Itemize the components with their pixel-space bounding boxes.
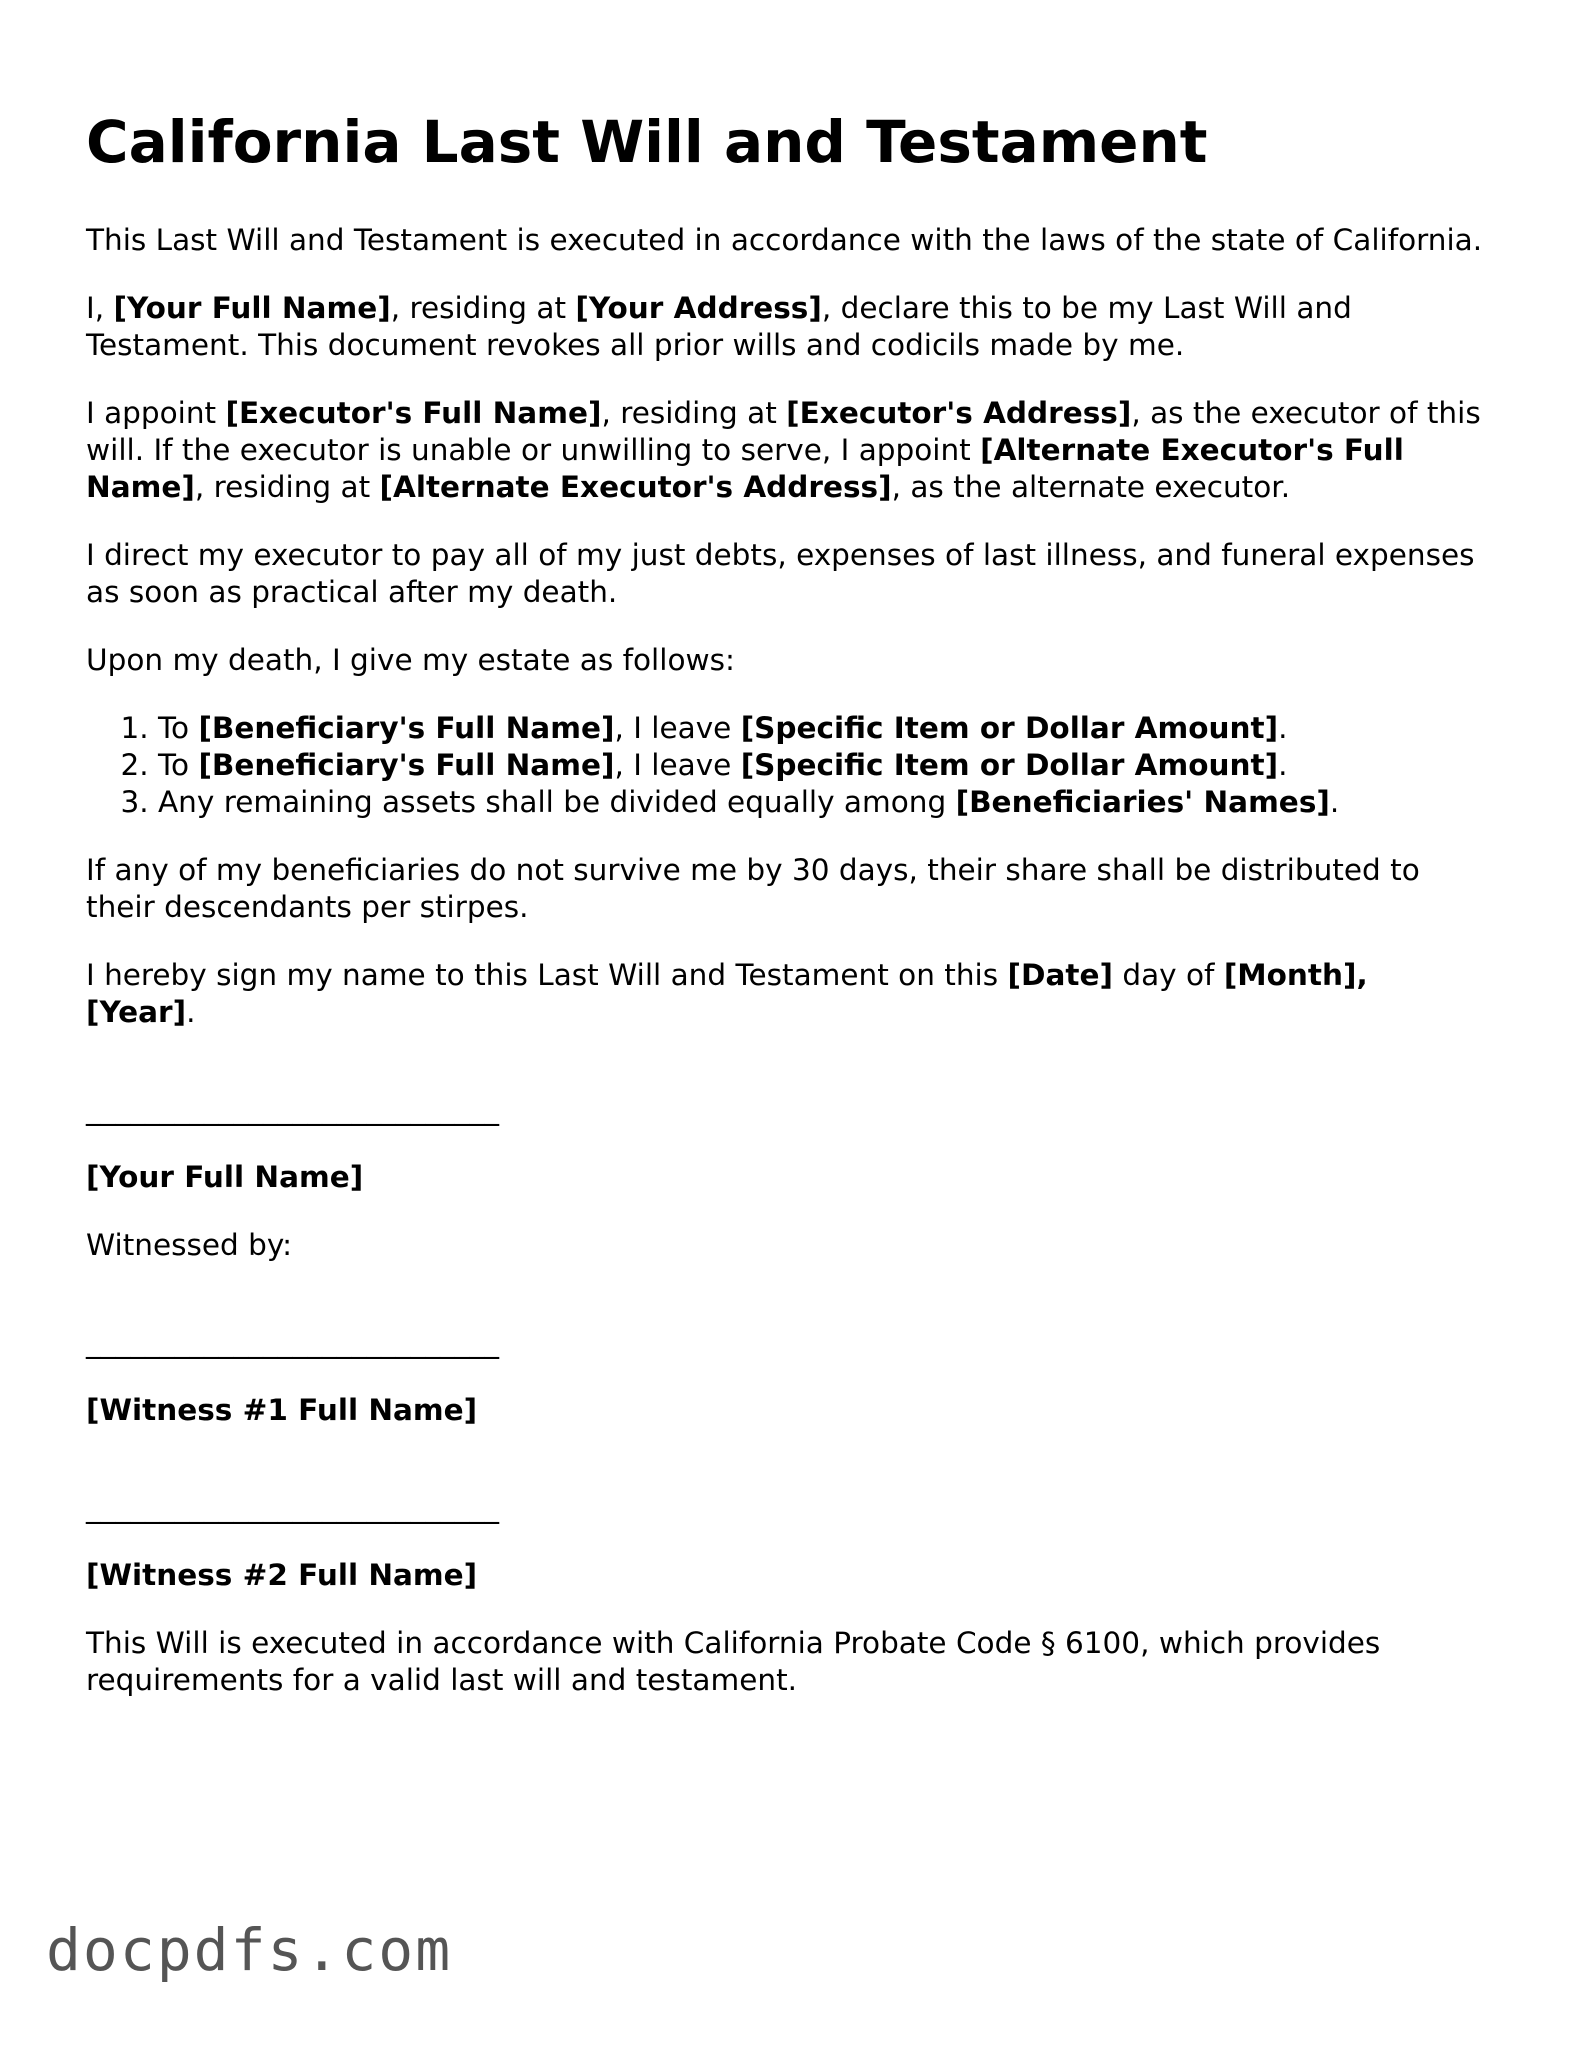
date-placeholder: [Date]: [1007, 957, 1113, 992]
testator-signature-line: ____________________________: [86, 1091, 499, 1126]
document-page: [86, 108, 1486, 1730]
testator-name-label: [Your Full Name]: [86, 1159, 364, 1194]
list-item: 1. To [Beneficiary's Full Name], I leave [Specific Item or Dollar Amount].: [158, 710, 1486, 747]
watermark-text: docpdfs.com: [46, 1916, 453, 1984]
closing-paragraph: This Will is executed in accordance with California Probate Code § 6100, which provides requirements for a valid last will and testament.: [86, 1625, 1381, 1697]
document-title: California Last Will and Testament: [86, 108, 1208, 176]
survival-paragraph: If any of my beneficiaries do not survive me by 30 days, their share shall be distributed to their descendants per stirpes.: [86, 852, 1420, 924]
list-item: 3. Any remaining assets shall be divided equally among [Beneficiaries' Names].: [158, 784, 1486, 821]
witnessed-by-label: Witnessed by:: [86, 1227, 293, 1262]
intro-paragraph: This Last Will and Testament is executed in accordance with the laws of the state of California.: [86, 222, 1483, 257]
month-year-placeholder: [Month], [Year]: [86, 957, 1368, 1029]
witness2-name-label: [Witness #2 Full Name]: [86, 1557, 478, 1592]
executor-name-placeholder: [Executor's Full Name]: [225, 395, 602, 430]
alternate-executor-name-placeholder: [Alternate Executor's Full Name]: [86, 432, 1404, 504]
witness2-signature-line: ____________________________: [86, 1489, 499, 1524]
executor-paragraph: I appoint [Executor's Full Name], residing at [Executor's Address], as the executor of this will. If the executor is unable or unwilling to serve, I appoint [Alternate Executor's Full Name], residing at [Alternate Executor's Address], as the alternate executor.: [86, 395, 1481, 504]
estate-intro: Upon my death, I give my estate as follows:: [86, 642, 735, 677]
testator-name-placeholder: [Your Full Name]: [113, 290, 391, 325]
signing-paragraph: I hereby sign my name to this Last Will and Testament on this [Date] day of [Month], [Year].: [86, 957, 1368, 1029]
witness1-name-label: [Witness #1 Full Name]: [86, 1392, 478, 1427]
declaration-paragraph: I, [Your Full Name], residing at [Your Address], declare this to be my Last Will and Testament. This document revokes all prior wills and codicils made by me.: [86, 290, 1352, 362]
list-item: 2. To [Beneficiary's Full Name], I leave [Specific Item or Dollar Amount].: [158, 747, 1486, 784]
bequest-list: [86, 710, 1486, 821]
witness1-signature-line: ____________________________: [86, 1324, 499, 1359]
alternate-executor-address-placeholder: [Alternate Executor's Address]: [379, 469, 892, 504]
executor-address-placeholder: [Executor's Address]: [786, 395, 1132, 430]
testator-address-placeholder: [Your Address]: [575, 290, 822, 325]
debts-paragraph: I direct my executor to pay all of my just debts, expenses of last illness, and funeral expenses as soon as practical after my death.: [86, 537, 1475, 609]
